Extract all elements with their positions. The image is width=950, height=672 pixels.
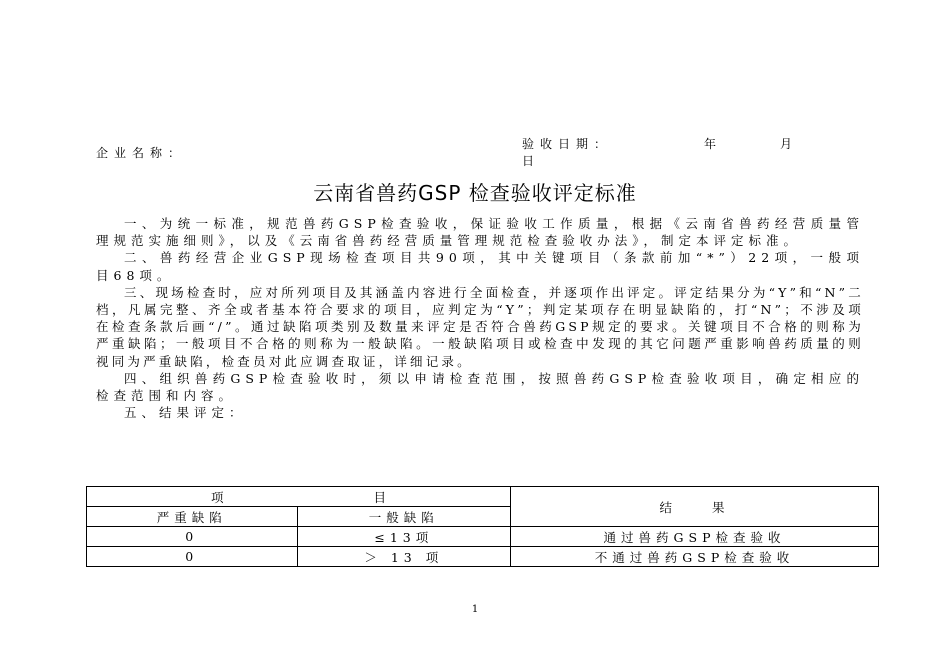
general-defect-cell: ≤13项: [297, 527, 511, 547]
serious-defect-cell: 0: [87, 527, 298, 547]
item-header-cell: 项 目: [87, 487, 511, 507]
paragraph-1: 一、为统一标准，规范兽药GSP检查验收，保证验收工作质量，根据《云南省兽药经营质量管理规范实施细则》，以及《云南省兽药经营质量管理规范检查验收办法》，制定本评定标准。: [96, 216, 864, 249]
result-header-cell: 结 果: [511, 487, 879, 527]
table-header-row: [87, 487, 879, 507]
paragraph-2: 二、兽药经营企业GSP现场检查项目共90项，其中关键项目（条款前加“*”）22项，一般项目68项。: [96, 250, 864, 283]
paragraph-4: 四、组织兽药GSP检查验收时，须以申请检查范围，按照兽药GSP检查验收项目，确定相应的检查范围和内容。: [96, 370, 864, 404]
result-evaluation-table: [86, 486, 879, 567]
date-day-label: 日: [522, 154, 541, 168]
serious-defect-header: 严重缺陷: [87, 507, 298, 527]
paragraph-5: 五、结果评定：: [124, 405, 247, 421]
table-row: [87, 527, 879, 547]
general-defect-cell: ＞ 13 项: [297, 547, 511, 567]
document-body: [96, 215, 864, 421]
date-month-label: 月: [780, 137, 799, 151]
date-year-label: 年: [704, 137, 723, 151]
paragraph-3: 三、现场检查时，应对所列项目及其涵盖内容进行全面检查，并逐项作出评定。评定结果分为“Y”和“N”二档，凡属完整、齐全或者基本符合要求的项目，应判定为“Y”；判定某项存在明显缺陷的，打“N”；不涉及项在检查条款后画“/”。通过缺陷项类别及数量来评定是否符合兽药GSP规定的要求。关键项目不合格的则称为严重缺陷；一般项目不合格的则称为一般缺陷。一般缺陷项目或检查中发现的其它问题严重影响兽药质量的则视同为严重缺陷，检查员对此应调查取证，详细记录。: [96, 284, 864, 369]
result-cell: 不通过兽药GSP检查验收: [511, 547, 879, 567]
table-row: [87, 547, 879, 567]
serious-defect-cell: 0: [87, 547, 298, 567]
result-cell: 通过兽药GSP检查验收: [511, 527, 879, 547]
acceptance-date-line: [522, 136, 822, 170]
company-name-label: 企业名称：: [96, 146, 187, 160]
acceptance-date-label: 验收日期：: [522, 137, 613, 151]
general-defect-header: 一般缺陷: [297, 507, 511, 527]
page-number: 1: [471, 604, 479, 615]
document-title: 云南省兽药GSP 检查验收评定标准: [313, 181, 637, 205]
